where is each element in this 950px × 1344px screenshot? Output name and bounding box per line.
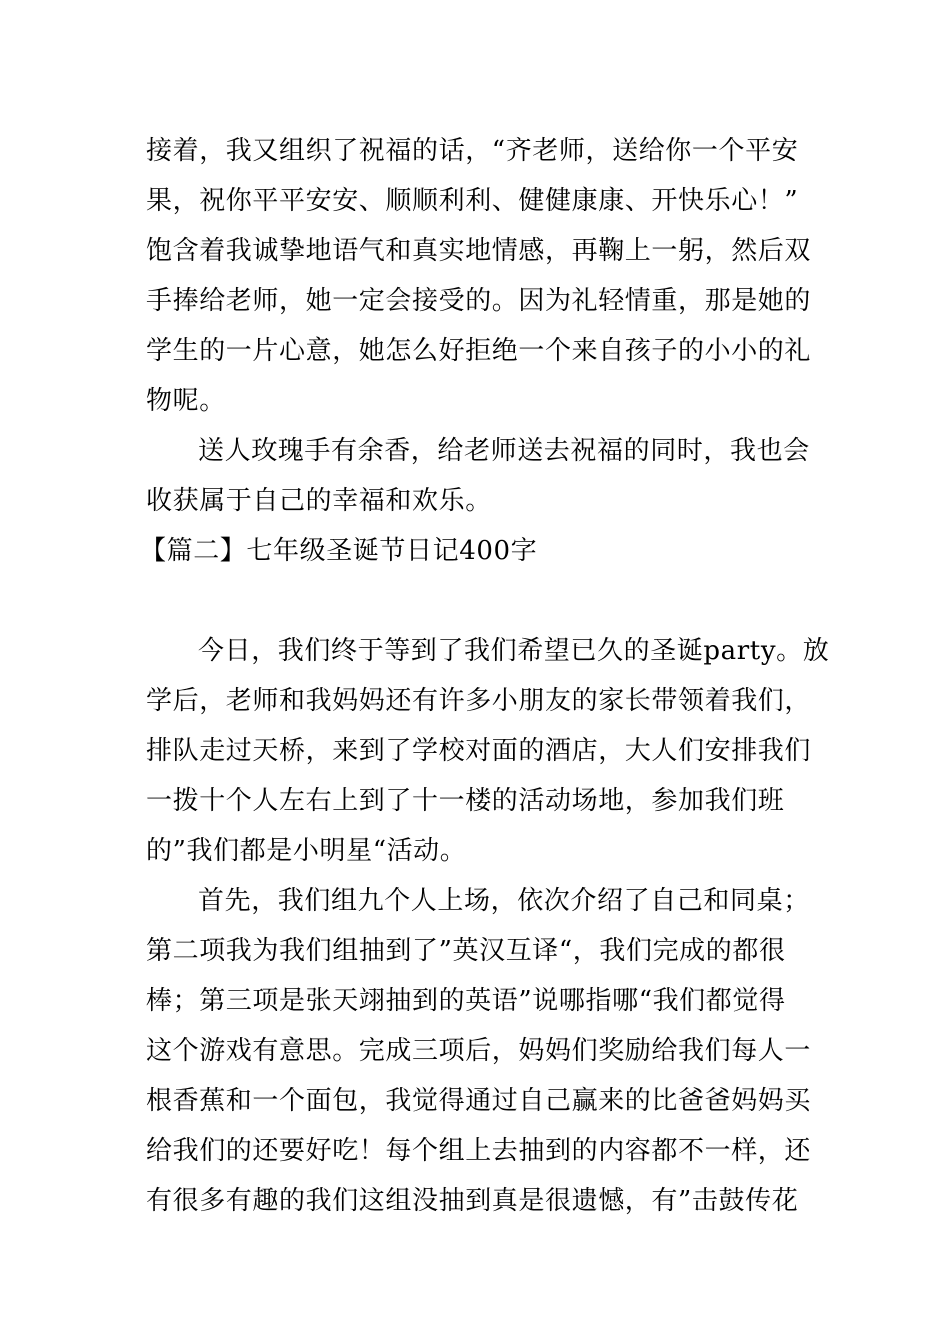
- text-line: 排队走过天桥，来到了学校对面的酒店，大人们安排我们: [146, 736, 812, 766]
- text-line: 物呢。: [146, 386, 226, 416]
- text-line: 一拨十个人左右上到了十一楼的活动场地，参加我们班: [146, 786, 785, 816]
- text-line: 有很多有趣的我们这组没抽到真是很遗憾，有”击鼓传花: [146, 1186, 799, 1216]
- text-line: 这个游戏有意思。完成三项后，妈妈们奖励给我们每人一: [146, 1036, 812, 1066]
- text-line: 给我们的还要好吃！每个组上去抽到的内容都不一样，还: [146, 1136, 812, 1166]
- text-line: 的”我们都是小明星“活动。: [146, 836, 467, 866]
- text-line: 接着，我又组织了祝福的话，“齐老师，送给你一个平安: [146, 136, 799, 166]
- text-line: 手捧给老师，她一定会接受的。因为礼轻情重，那是她的: [146, 286, 812, 316]
- text-line: 送人玫瑰手有余香，给老师送去祝福的同时，我也会: [198, 436, 810, 466]
- document-body: [140, 126, 830, 1226]
- text-line: 收获属于自己的幸福和欢乐。: [146, 486, 492, 516]
- paragraph-blessing: [146, 126, 812, 426]
- text-line: 棒；第三项是张天翊抽到的英语”说哪指哪“我们都觉得: [146, 986, 786, 1016]
- text-line: 首先，我们组九个人上场，依次介绍了自己和同桌；: [198, 886, 810, 916]
- text-line: 饱含着我诚挚地语气和真实地情感，再鞠上一躬，然后双: [146, 236, 812, 266]
- text-line: 根香蕉和一个面包，我觉得通过自己赢来的比爸爸妈妈买: [146, 1086, 812, 1116]
- blank-line: [146, 576, 806, 626]
- text-line: 学后，老师和我妈妈还有许多小朋友的家长带领着我们，: [146, 686, 812, 716]
- text-line: 今日，我们终于等到了我们希望已久的圣诞party。放: [198, 636, 830, 666]
- paragraph-activities: [146, 876, 812, 1226]
- section-heading: 【篇二】七年级圣诞节日记400字: [140, 536, 538, 566]
- text-line: 学生的一片心意，她怎么好拒绝一个来自孩子的小小的礼: [146, 336, 812, 366]
- text-line: 果，祝你平平安安、顺顺利利、健健康康、开快乐心！”: [146, 186, 799, 216]
- paragraph-party: [146, 626, 830, 876]
- text-line: 第二项我为我们组抽到了”英汉互译“，我们完成的都很: [146, 936, 786, 966]
- paragraph-roses: [146, 426, 810, 526]
